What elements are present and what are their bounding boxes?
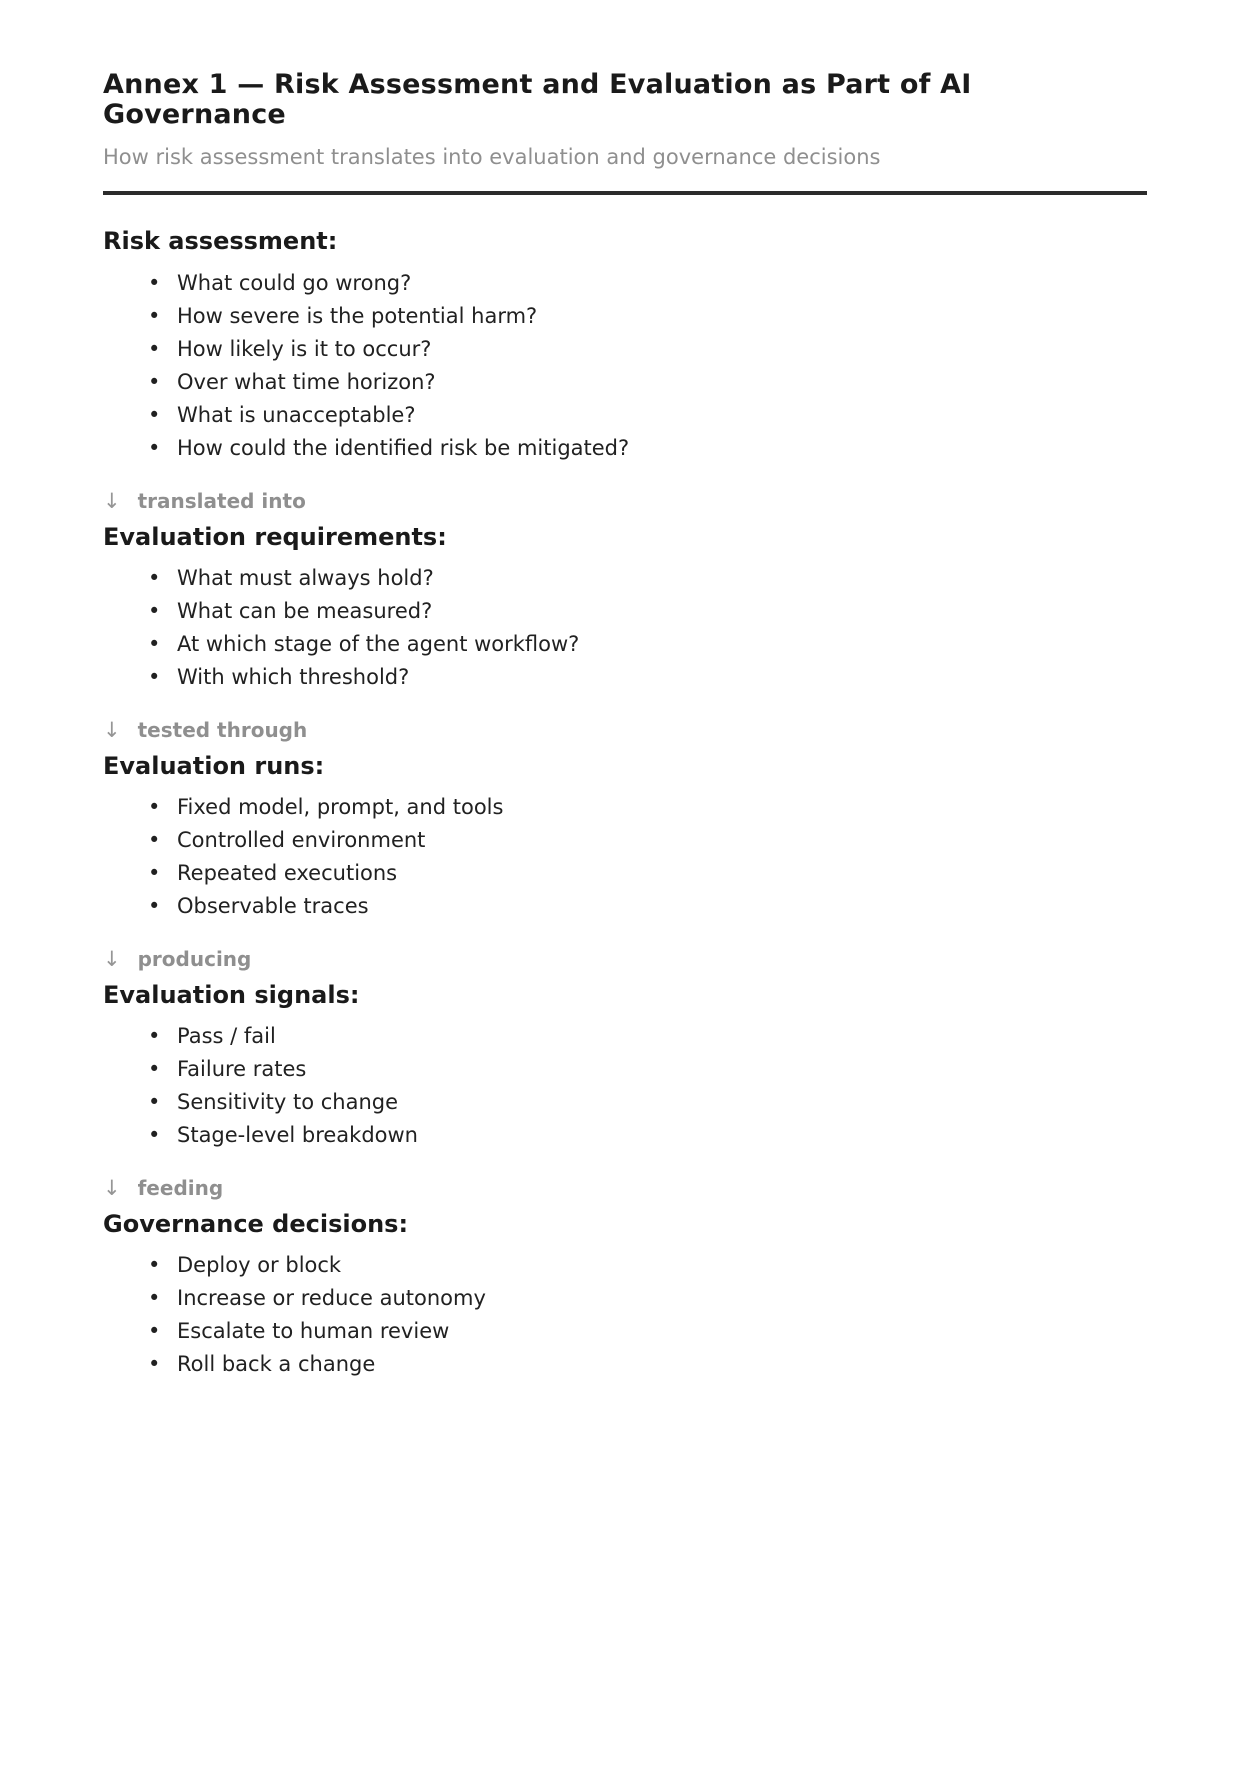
down-arrow-icon: ↓ [103,947,121,972]
section-evaluation-runs [103,751,1147,923]
section-heading: Governance decisions: [103,1210,409,1239]
down-arrow-icon: ↓ [103,717,121,742]
bullet-list [103,791,1147,923]
connector-label: tested through [137,717,308,742]
list-item: • At which stage of the agent workflow? [103,628,1147,661]
list-item: • Deploy or block [103,1249,1147,1282]
section-heading: Evaluation signals: [103,981,360,1010]
list-item: • With which threshold? [103,661,1147,694]
list-item: • Pass / fail [103,1020,1147,1053]
list-item: • Repeated executions [103,857,1147,890]
bullet-list [103,1249,1147,1381]
list-item: • Failure rates [103,1053,1147,1086]
bullet-list [103,562,1147,694]
list-item: • What must always hold? [103,562,1147,595]
list-item: • What can be measured? [103,595,1147,628]
list-item: • Increase or reduce autonomy [103,1282,1147,1315]
section-heading: Evaluation requirements: [103,522,447,551]
page-subtitle: How risk assessment translates into evaluation and governance decisions [103,145,881,170]
bullet-list [103,1020,1147,1152]
section-heading: Risk assessment: [103,227,338,256]
section-evaluation-requirements [103,522,1147,694]
down-arrow-icon: ↓ [103,488,121,513]
connector-label: feeding [137,1176,224,1201]
page-title: Annex 1 — Risk Assessment and Evaluation as Part of AI Governance [103,69,972,130]
flow-connector [103,489,1147,513]
down-arrow-icon: ↓ [103,1176,121,1201]
list-item: • Roll back a change [103,1348,1147,1381]
list-item: • How could the identified risk be mitigated? [103,432,1147,465]
list-item: • What is unacceptable? [103,399,1147,432]
list-item: • Fixed model, prompt, and tools [103,791,1147,824]
connector-label: producing [137,947,252,972]
flow-connector [103,718,1147,742]
flow-connector [103,1176,1147,1200]
section-evaluation-signals [103,983,1147,1152]
flow-connector [103,947,1147,971]
section-governance-decisions [103,1212,1147,1381]
section-heading: Evaluation runs: [103,751,325,780]
divider [103,191,1147,195]
list-item: • How likely is it to occur? [103,333,1147,366]
list-item: • How severe is the potential harm? [103,300,1147,333]
list-item: • Escalate to human review [103,1315,1147,1348]
list-item: • Observable traces [103,890,1147,923]
list-item: • Over what time horizon? [103,366,1147,399]
section-risk-assessment [103,229,1147,464]
list-item: • Sensitivity to change [103,1086,1147,1119]
list-item: • What could go wrong? [103,267,1147,300]
bullet-list [103,267,1147,465]
list-item: • Controlled environment [103,824,1147,857]
list-item: • Stage-level breakdown [103,1119,1147,1152]
connector-label: translated into [137,488,306,513]
